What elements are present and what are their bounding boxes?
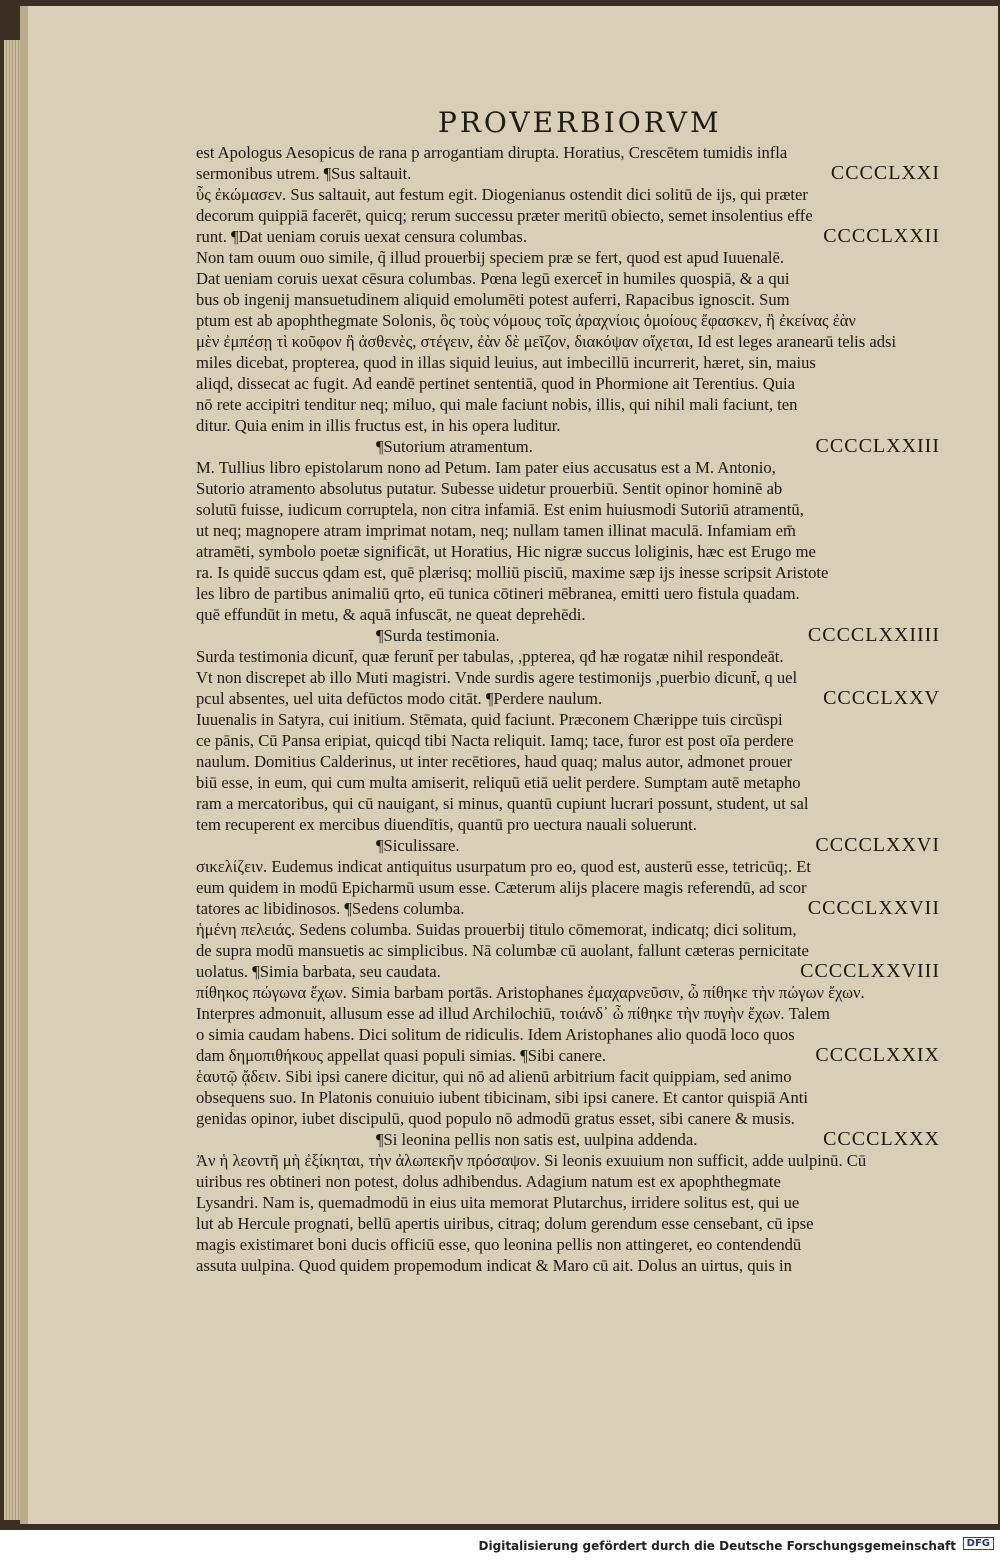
line-text: lut ab Hercule prognati, bellū apertis uiribus, citraq; dolum gerendum esse censebant, cū ipse [196,1214,814,1233]
text-line [196,520,940,541]
text-line [196,184,940,205]
text-line [196,1129,940,1150]
line-text: assuta uulpina. Quod quidem propemodum indicat & Maro cū ait. Dolus an uirtus, quis in [196,1256,792,1275]
adage-number: CCCCLXXIIII [807,625,940,646]
line-text: ra. Is quidē succus qdam est, quē plærisq; molliū pisciū, maxime sæp ijs inesse scripsit Aristote [196,563,829,582]
text-line [196,457,940,478]
line-text: uolatus. ¶Simia barbata, seu caudata. [196,962,441,981]
text-line [196,289,940,310]
text-line [196,436,940,457]
text-line [196,604,940,625]
text-line [196,646,940,667]
text-line [196,499,940,520]
text-line [196,835,940,856]
line-text: Sutorio atramento absolutus putatur. Subesse uidetur prouerbiū. Sentit opinor hominē ab [196,479,783,498]
line-text: ¶Siculissare. [376,836,460,855]
line-text: σικελίζειν. Eudemus indicat antiquitus usurpatum pro eo, quod est, austerū esse, tetricūq;. Et [196,857,811,876]
text-line [196,352,940,373]
adage-number: CCCCLXXVII [807,898,940,919]
line-text: sermonibus utrem. ¶Sus saltauit. [196,164,412,183]
text-line [196,268,940,289]
line-text: dam δημοπιθήκους appellat quasi populi simias. ¶Sibi canere. [196,1046,607,1065]
line-text: bus ob ingenij mansuetudinem aliquid emolumēti potest auferri, Rapacibus ignoscit. Sum [196,290,790,309]
line-text: ce pānis, Cū Pansa eripiat, quicqd tibi Nacta reliquit. Iamq; tace, furor est post oīa perdere [196,731,794,750]
text-line [196,793,940,814]
line-text: les libro de partibus animaliū qrto, eū tunica cōtineri mēbranea, emitti uero fistula quadam. [196,584,800,603]
line-text: M. Tullius libro epistolarum nono ad Petum. Iam pater eius accusatus est a M. Antonio, [196,458,776,477]
footer-credit: Digitalisierung gefördert durch die Deutsche Forschungsgemeinschaft [478,1539,956,1553]
text-line [196,331,940,352]
text-line [196,982,940,1003]
text-line [196,961,940,982]
adage-number: CCCCLXXII [823,226,940,247]
text-line [196,583,940,604]
line-text: magis existimaret boni ducis officiū esse, quo leonina pellis non attingeret, eo contendendū [196,1235,802,1254]
line-text: Lysandri. Nam is, quemadmodū in eius uita memorat Plutarchus, irridere solitus est, qui ue [196,1193,800,1212]
text-line [196,1045,940,1066]
text-line [196,562,940,583]
text-line [196,1213,940,1234]
line-text: Surda testimonia dicunt̄, quæ ferunt̄ per tabulas, ,ppterea, qđ hæ rogatæ nihil respondeāt. [196,647,784,666]
text-line [196,1234,940,1255]
text-line [196,247,940,268]
text-line [196,373,940,394]
text-line [196,1003,940,1024]
line-text: naulum. Domitius Calderinus, ut inter recētiores, haud quaq; malus autor, admonet prouer [196,752,793,771]
line-text: ὗς ἐκώμασεν. Sus saltauit, aut festum egit. Diogenianus ostendit dici solitū de ijs, qui præter [196,185,808,204]
line-text: est Apologus Aesopicus de rana p arrogantiam dirupta. Horatius, Crescētem tumidis infla [196,143,788,162]
line-text: o simia caudam habens. Dici solitum de ridiculis. Idem Aristophanes alio quodā loco quos [196,1025,795,1044]
line-text: Vt non discrepet ab illo Muti magistri. Vnde surdis agere testimonijs ,puerbio dicunt̄, q uel [196,668,798,687]
line-text: aliqd, dissecat ac fugit. Ad eandē pertinet sententiā, quod in Phormione ait Terentius. Quia [196,374,795,393]
dfg-logo: DFG [963,1537,994,1550]
text-line [196,1087,940,1108]
line-text: Ἀν ἡ λεοντῆ μὴ ἐξίκηται, τὴν ἀλωπεκῆν πρόσαψον. Si leonis exuuium non sufficit, adde uulpinū. Cū [196,1151,867,1170]
text-line [196,856,940,877]
line-text: biū esse, in eum, qui cum multa amiserit, reliquū etiā uelit perdere. Sumptam autē metapho [196,773,801,792]
line-text: Non tam ouum ouo simile, q̃ illud prouerbij speciem præ se fert, quod est apud Iuuenalē. [196,248,785,267]
line-text: solutū fuisse, iudicum corruptela, non citra infamiā. Est enim huiusmodi Sutoriū atramentū, [196,500,804,519]
line-text: ptum est ab apophthegmate Solonis, ὃς τοὺς νόμους τοῖς ἀραχνίοις ὁμοίους ἔφασκεν, ἢ ἐκείνας ἐὰν [196,311,856,330]
line-text: tem recuperent ex mercibus diuendītis, quantū pro uectura nauali soluerunt. [196,815,697,834]
text-line [196,772,940,793]
text-line [196,919,940,940]
adage-number: CCCCLXXVI [815,835,940,856]
text-line [196,541,940,562]
line-text: eum quidem in modū Epicharmū usum esse. Cæterum alijs placere magis referendū, ad scor [196,878,807,897]
text-line [196,205,940,226]
text-line [196,1066,940,1087]
text-line [196,667,940,688]
line-text: miles dicebat, propterea, quod in illas siquid leuius, aut imbecillū incurrerit, hæret, sin, maius [196,353,816,372]
adage-number: CCCCLXXIII [815,436,940,457]
text-line [196,751,940,772]
text-line [196,940,940,961]
text-line [196,730,940,751]
line-text: μὲν ἐμπέσῃ τὶ κοῦφον ἢ ἀσθενὲς, στέγειν, ἐὰν δὲ μεῖζον, διακόψαν οἴχεται, Id est leges aranearū telis adsi [196,332,897,351]
text-line [196,625,940,646]
line-text: de supra modū mansuetis ac simplicibus. Nā columbæ cū auolant, fallunt cæteras pernicitate [196,941,809,960]
adage-number: CCCCLXXIX [815,1045,940,1066]
text-line [196,163,940,184]
footer-bar [0,1530,1000,1561]
text-line [196,1108,940,1129]
line-text: ¶Surda testimonia. [376,626,500,645]
line-text: ¶Si leonina pellis non satis est, uulpina addenda. [376,1130,698,1149]
text-line [196,709,940,730]
line-text: nō rete accipitri tenditur neq; miluo, qui male faciunt nobis, illis, qui nihil mali faciunt, ten [196,395,798,414]
adage-number: CCCCLXXI [830,163,940,184]
text-line [196,1192,940,1213]
line-text: decorum quippiā facerēt, quicq; rerum successu præter meritū obiecto, semet insolentius effe [196,206,813,225]
line-text: ram a mercatoribus, qui cū nauigant, si minus, quantū cupiunt lucrari possunt, student, ut sal [196,794,809,813]
text-line [196,478,940,499]
text-line [196,1150,940,1171]
text-line [196,1255,940,1276]
text-line [196,142,940,163]
text-line [196,688,940,709]
text-line [196,1171,940,1192]
text-line [196,898,940,919]
adage-number: CCCCLXXX [823,1129,940,1150]
line-text: obsequens suo. In Platonis conuiuio iubent tibicinam, sibi ipsi canere. Et cantor quispiā Anti [196,1088,809,1107]
text-line [196,1024,940,1045]
text-line [196,814,940,835]
text-block [196,142,940,1276]
line-text: ut neq; magnopere atram imprimat notam, neq; nullam tamen illinat maculā. Infamiam em̄ [196,521,796,540]
line-text: genidas opinor, iubet discipulū, quod populo nō admodū gratus esset, sibi canere & musis. [196,1109,795,1128]
line-text: runt. ¶Dat ueniam coruis uexat censura columbas. [196,227,527,246]
text-line [196,877,940,898]
line-text: tatores ac libidinosos. ¶Sedens columba. [196,899,465,918]
line-text: pcul absentes, uel uita defūctos modo citāt. ¶Perdere naulum. [196,689,603,708]
line-text: πίθηκος πώγωνα ἔχων. Simia barbam portās. Aristophanes ἐμαχαρνεῦσιν, ὦ πίθηκε τὴν πώγων ἔχων. [196,983,865,1002]
line-text: Interpres admonuit, allusum esse ad illud Archilochiū, τοιάνδ᾽ ὦ πίθηκε τὴν πυγὴν ἔχων. Talem [196,1004,830,1023]
line-text: uiribus res obtineri non potest, dolus adhibendus. Adagium natum est ex apophthegmate [196,1172,781,1191]
line-text: ¶Sutorium atramentum. [376,437,533,456]
line-text: Dat ueniam coruis uexat cēsura columbas. Pœna legū exercet̄ in humiles quospiā, & a qui [196,269,790,288]
text-line [196,415,940,436]
line-text: ditur. Quia enim in illis fructus est, in his opera luditur. [196,416,561,435]
line-text: ἡμένη πελειάς. Sedens columba. Suidas prouerbij titulo cōmemorat, indicatq; dici solitum, [196,920,797,939]
adage-number: CCCCLXXV [823,688,940,709]
text-line [196,394,940,415]
text-line [196,310,940,331]
text-line [196,226,940,247]
adage-number: CCCCLXXVIII [800,961,940,982]
line-text: quē effundūt in metu, & aquā infuscāt, ne queat deprehēdi. [196,605,586,624]
running-header: PROVERBIORVM [438,106,722,139]
line-text: atramēti, symbolo poetæ significāt, ut Horatius, Hic nigræ succus loliginis, hæc est Erugo me [196,542,816,561]
line-text: Iuuenalis in Satyra, cui initium. Stēmata, quid faciunt. Præconem Chærippe tuis circūspi [196,710,783,729]
line-text: ἑαυτῷ ᾄδειν. Sibi ipsi canere dicitur, qui nō ad alienū arbitrium facit quippiam, sed animo [196,1067,792,1086]
